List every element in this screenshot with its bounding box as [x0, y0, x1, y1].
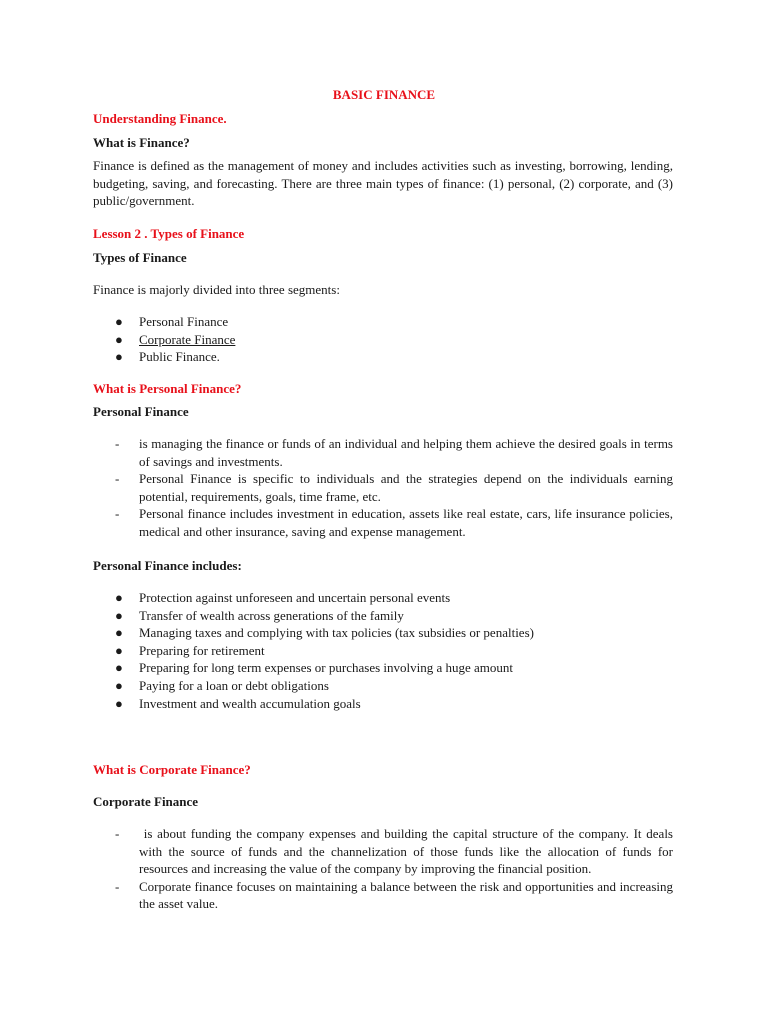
list-item-text: is managing the finance or funds of an individual and helping them achieve the desired goals in terms of savings and investments.: [139, 436, 673, 469]
dash-marker: -: [115, 878, 120, 894]
bullet-icon: ●: [115, 695, 123, 711]
list-item-text: Protection against unforeseen and uncertain personal events: [139, 590, 451, 605]
section-heading-lesson-2: Lesson 2 . Types of Finance: [93, 226, 245, 241]
segments-intro: Finance is majorly divided into three segments:: [93, 282, 340, 297]
bullet-icon: ●: [115, 607, 123, 623]
list-item: [93, 677, 673, 695]
list-item: [93, 331, 673, 349]
list-item: [93, 589, 673, 607]
personal-finance-points: [93, 435, 673, 541]
list-item-text: Personal Finance: [139, 314, 229, 329]
dash-marker: -: [115, 506, 120, 522]
dash-marker: -: [115, 471, 120, 487]
personal-finance-includes-list: [93, 589, 673, 712]
bullet-icon: ●: [115, 314, 123, 329]
list-item: [93, 470, 673, 505]
dash-marker: -: [115, 436, 120, 451]
bullet-icon: ●: [115, 625, 123, 641]
bullet-icon: ●: [115, 677, 123, 693]
list-item-text: Corporate finance focuses on maintaining a balance between the risk and opportunities and increasing the asset value.: [139, 878, 673, 912]
list-item-text: Personal finance includes investment in education, assets like real estate, cars, life insurance policies, medical and other insurance, saving and expense management.: [139, 506, 673, 539]
list-item: [93, 607, 673, 625]
list-item-text: Preparing for long term expenses or purchases involving a huge amount: [139, 660, 514, 676]
list-item-text: is about funding the company expenses and building the capital structure of the company. It deals with the source of funds and the channelization of those funds like the allocation of funds for resources and increasing the value of the company by improving the financial position.: [139, 826, 677, 877]
subheading-types-of-finance: Types of Finance: [93, 250, 187, 265]
bullet-icon: ●: [115, 331, 123, 347]
personal-finance-includes-heading: Personal Finance includes:: [93, 558, 242, 573]
dash-marker: -: [115, 826, 120, 841]
finance-segments-list: [93, 313, 673, 366]
list-item: [93, 659, 673, 677]
bullet-icon: ●: [115, 349, 123, 365]
subheading-personal-finance: Personal Finance: [93, 404, 189, 419]
list-item-text: Transfer of wealth across generations of the family: [139, 607, 404, 623]
list-item-text: Preparing for retirement: [139, 642, 265, 658]
list-item: [93, 313, 673, 331]
section-heading-understanding: Understanding Finance.: [93, 111, 227, 126]
list-item: [93, 825, 677, 878]
corporate-finance-points: [93, 825, 677, 913]
list-item-text: Investment and wealth accumulation goals: [139, 695, 361, 711]
list-item-text: Paying for a loan or debt obligations: [139, 677, 329, 693]
corporate-finance-link[interactable]: Corporate Finance: [139, 331, 236, 347]
document-title: BASIC FINANCE: [332, 87, 436, 102]
list-item: [93, 624, 673, 642]
list-item: [93, 348, 673, 366]
section-heading-personal-finance: What is Personal Finance?: [93, 381, 242, 396]
list-item: [93, 695, 673, 713]
subheading-corporate-finance: Corporate Finance: [93, 794, 199, 809]
list-item-text: Public Finance.: [139, 349, 220, 365]
bullet-icon: ●: [115, 590, 123, 605]
list-item-text: Personal Finance is specific to individuals and the strategies depend on the individuals earning potential, requirements, goals, time frame, etc.: [139, 471, 673, 504]
list-item: [93, 642, 673, 660]
finance-definition-paragraph: Finance is defined as the management of money and includes activities such as investing, borrowing, lending, budgeting, saving, and forecasting. There are three main types of finance: (1) personal, (2) corporate, and (3) public/government.: [93, 158, 673, 209]
list-item-text: Managing taxes and complying with tax policies (tax subsidies or penalties): [139, 625, 534, 641]
bullet-icon: ●: [115, 642, 123, 658]
list-item: [93, 878, 673, 913]
bullet-icon: ●: [115, 660, 123, 676]
list-item: [93, 435, 673, 470]
section-heading-corporate-finance: What is Corporate Finance?: [93, 762, 251, 777]
subheading-what-is-finance: What is Finance?: [93, 135, 190, 150]
list-item: [93, 505, 673, 540]
